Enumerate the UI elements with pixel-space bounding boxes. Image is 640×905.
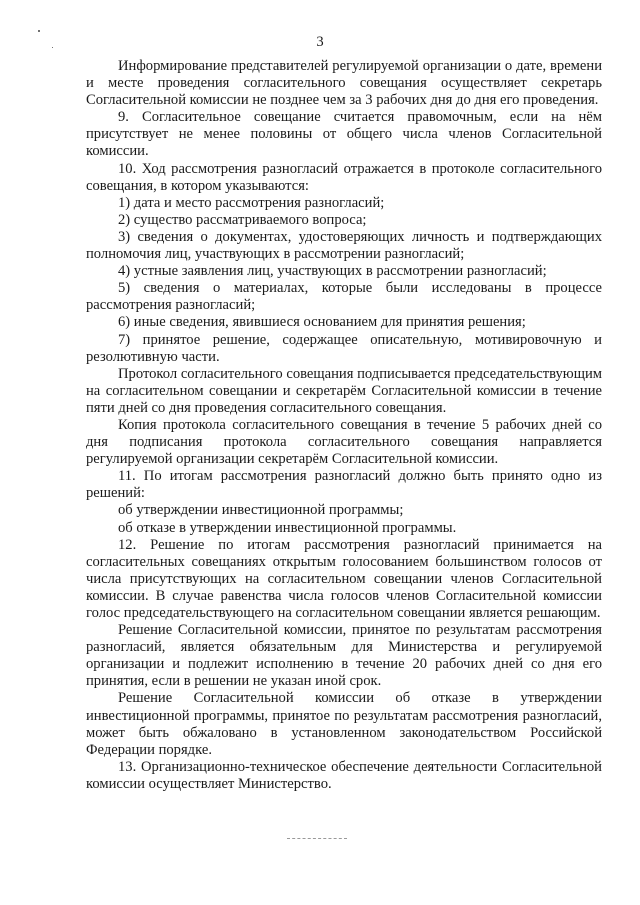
paragraph-clause-13: 13. Организационно-техническое обеспечение деятельности Согласительной комиссии осуществляет Министерство. [86,758,602,792]
list-item: 2) существо рассматриваемого вопроса; [118,211,367,228]
paragraph-clause-12: 12. Решение по итогам рассмотрения разногласий принимается на согласительных совещаниях открытым голосованием большинством голосов от числа присутствующих на согласительном совещании членов Согласительной комиссии. В случае равенства числа голосов членов Согласительной комиссии голос председательствующего на согласительном совещании является решающим. [86,536,602,621]
list-item: 1) дата и место рассмотрения разногласий; [118,194,385,211]
scan-speck [38,30,40,32]
list-item: об утверждении инвестиционной программы; [118,502,404,519]
list-item: 7) принятое решение, содержащее описательную, мотивировочную и резолютивную части. [86,331,602,365]
paragraph-protocol-copy: Копия протокола согласительного совещания в течение 5 рабочих дней со дня подписания протокола согласительного совещания направляется регулируемой организации секретарём Согласительной комиссии. [86,416,602,468]
paragraph-clause-9: 9. Согласительное совещание считается правомочным, если на нём присутствует не менее половины от общего числа членов Согласительной комиссии. [86,109,602,160]
document-body [86,58,602,793]
paragraph-protocol-signing: Протокол согласительного совещания подписывается председательствующим на согласительном совещании и секретарём Согласительной комиссии в течение пяти дней со дня проведения согласительного совещания. [86,365,602,416]
list-item: 4) устные заявления лиц, участвующих в рассмотрении разногласий; [118,263,547,280]
footer-divider [287,838,347,839]
list-item: 6) иные сведения, явившиеся основанием для принятия решения; [118,314,526,331]
paragraph-clause-10: 10. Ход рассмотрения разногласий отражается в протоколе согласительного совещания, в котором указываются: [86,160,602,194]
list-item: об отказе в утверждении инвестиционной программы. [118,519,457,536]
list-item: 3) сведения о документах, удостоверяющих личность и подтверждающих полномочия лиц, участвующих в рассмотрении разногласий; [86,228,602,263]
paragraph-clause-11: 11. По итогам рассмотрения разногласий должно быть принято одно из решений: [86,468,602,502]
paragraph-informing: Информирование представителей регулируемой организации о дате, времени и месте проведения согласительного совещания осуществляет секретарь Согласительной комиссии не позднее чем за 3 рабочих дня до дня его проведения. [86,58,602,109]
paragraph-decision-appeal: Решение Согласительной комиссии об отказе в утверждении инвестиционной программы, принятое по результатам рассмотрения разногласий, может быть обжаловано в установленном законодательством Российской Федерации порядке. [86,690,602,758]
paragraph-decision-binding: Решение Согласительной комиссии, принятое по результатам рассмотрения разногласий, является обязательным для Министерства и регулируемой организации и подлежит исполнению в течение 20 рабочих дней со дня его принятия, если в решении не указан иной срок. [86,622,602,690]
page-number: 3 [316,34,324,50]
list-item: 5) сведения о материалах, которые были исследованы в процессе рассмотрения разногласий; [86,280,602,314]
